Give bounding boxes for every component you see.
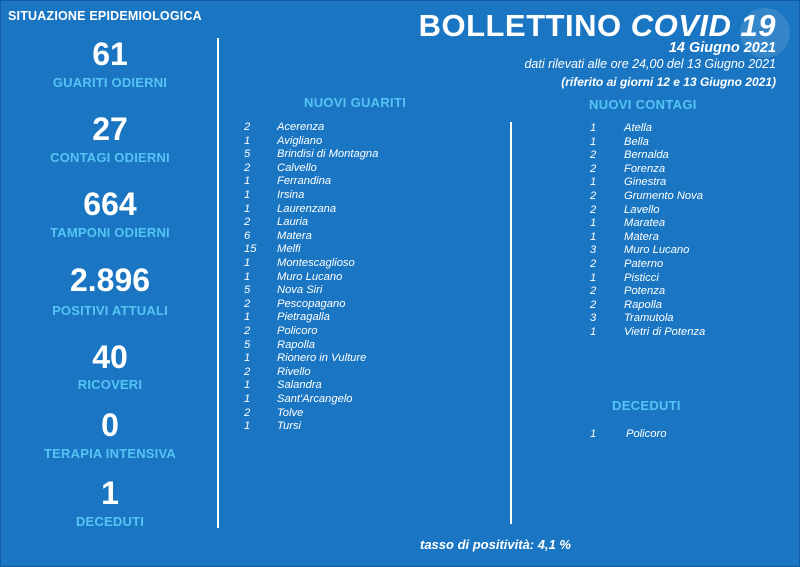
contagi-count: 1 [590,326,597,338]
guariti-count: 2 [244,297,251,310]
guariti-town: Irsina [277,189,305,201]
guariti-town: Rionero in Vulture [277,352,367,365]
contagi-value: 27 [92,111,128,147]
guariti-row [244,271,342,284]
contagi-row [590,122,652,135]
terapia-value: 0 [101,407,119,443]
guariti-row [244,230,312,243]
guariti-row [244,393,353,406]
guariti-row [244,121,324,134]
contagi-count: 1 [590,122,597,134]
guariti-count: 5 [244,338,251,351]
reference-days: (riferito ai giorni 12 e 13 Giugno 2021) [561,75,776,89]
guariti-value: 61 [92,36,128,72]
deceduti-count: 1 [590,428,597,440]
guariti-town: Acerenza [277,121,325,133]
guariti-town: Rivello [277,365,311,378]
guariti-row [244,339,315,352]
guariti-count: 1 [244,202,251,215]
deceduti-label: DECEDUTI [75,514,145,529]
positivity-rate: tasso di positività: 4,1 % [420,537,571,552]
guariti-row [244,148,378,161]
guariti-town: Calvello [277,161,317,174]
guariti-town: Pietragalla [277,311,330,324]
guariti-town: Tursi [277,420,302,433]
guariti-town: Tolve [277,406,304,419]
contagi-town: Maratea [624,217,666,230]
contagi-town: Bernalda [624,149,669,162]
guariti-row [244,298,345,311]
contagi-town: Vietri di Potenza [624,326,706,338]
data-timestamp: dati rilevati alle ore 24,00 del 13 Giugno 2021 [524,57,776,71]
guariti-count: 1 [244,420,251,433]
guariti-town: Policoro [277,325,318,337]
contagi-town: Ginestra [624,176,667,189]
contagi-town: Grumento Nova [624,190,703,202]
guariti-town: Melfi [277,243,301,256]
deceduti-town: Policoro [626,428,667,440]
guariti-row [244,311,330,324]
contagi-count: 1 [590,217,597,230]
bulletin-date: 14 Giugno 2021 [668,40,776,56]
terapia-label: TERAPIA INTENSIVA [44,446,176,461]
guariti-count: 6 [244,229,251,242]
contagi-row [590,190,703,203]
contagi-count: 1 [590,271,597,284]
guariti-count: 1 [244,175,251,188]
guariti-count: 2 [244,121,251,133]
guariti-row [244,216,308,229]
contagi-count: 3 [590,244,597,257]
guariti-row [244,135,322,148]
guariti-town: Avigliano [277,134,323,147]
guariti-count: 1 [244,393,251,405]
contagi-row [590,285,665,298]
guariti-town: Laurenzana [277,202,337,215]
guariti-row [244,407,303,420]
tamponi-label: TAMPONI ODIERNI [50,225,170,240]
contagi-town: Bella [624,135,649,148]
contagi-row [590,149,669,162]
contagi-town: Matera [624,230,659,243]
contagi-count: 2 [590,162,597,175]
contagi-town: Paterno [624,258,664,270]
guariti-row [244,162,317,175]
tamponi-value: 664 [83,186,137,222]
guariti-count: 2 [244,325,251,337]
guariti-row [244,175,331,188]
contagi-count: 2 [590,190,597,202]
positivi-label: POSITIVI ATTUALI [52,303,168,318]
contagi-count: 2 [590,149,597,162]
guariti-count: 15 [244,243,257,256]
contagi-town: Muro Lucano [624,244,690,257]
contagi-count: 2 [590,258,597,270]
contagi-count: 2 [590,298,597,311]
guariti-count: 2 [244,161,251,174]
guariti-town: Muro Lucano [277,270,343,283]
guariti-row [244,325,317,338]
contagi-row [590,204,659,217]
left-column-title: SITUAZIONE EPIDEMIOLOGICA [8,9,202,23]
guariti-row [244,420,301,433]
guariti-count: 1 [244,379,251,392]
guariti-heading: NUOVI GUARITI [304,95,407,110]
guariti-count: 2 [244,365,251,378]
guariti-town: Rapolla [277,338,315,351]
guariti-row [244,257,355,270]
guariti-town: Ferrandina [277,175,332,188]
guariti-count: 1 [244,134,251,147]
left-divider [217,38,219,528]
contagi-count: 2 [590,203,597,216]
guariti-count: 2 [244,216,251,229]
contagi-count: 1 [590,230,597,243]
guariti-town: Brindisi di Montagna [277,148,379,161]
contagi-label: CONTAGI ODIERNI [50,150,170,165]
contagi-count: 3 [590,312,597,325]
guariti-town: Lauria [277,216,309,229]
guariti-label: GUARITI ODIERNI [52,75,168,90]
positivi-value: 2.896 [69,262,151,298]
guariti-count: 1 [244,352,251,365]
guariti-row [244,366,311,379]
ricoveri-label: RICOVERI [77,377,143,392]
contagi-town: Pisticci [624,271,659,284]
contagi-row [590,272,659,285]
contagi-row [590,244,689,257]
guariti-row [244,189,304,202]
contagi-town: Forenza [624,162,666,175]
contagi-row [590,217,665,230]
guariti-count: 1 [244,270,251,283]
center-divider [510,122,512,524]
contagi-count: 1 [590,176,597,189]
contagi-heading: NUOVI CONTAGI [589,97,697,112]
contagi-row [590,312,674,325]
guariti-row [244,243,301,256]
contagi-town: Atella [624,122,652,134]
ricoveri-value: 40 [92,339,128,375]
guariti-count: 1 [244,311,251,324]
bulletin-title [419,8,776,44]
contagi-town: Tramutola [624,312,674,325]
contagi-town: Rapolla [624,298,662,311]
guariti-row [244,284,322,297]
guariti-town: Sant'Arcangelo [277,393,353,405]
contagi-town: Lavello [624,203,660,216]
guariti-town: Pescopagano [277,297,346,310]
guariti-count: 5 [244,284,251,297]
guariti-row [244,352,366,365]
guariti-count: 1 [244,189,251,201]
guariti-town: Montescaglioso [277,257,355,269]
title-main: BOLLETTINO [418,8,631,43]
contagi-row [590,326,705,339]
contagi-row [590,299,662,312]
contagi-row [590,231,659,244]
guariti-row [244,203,336,216]
deceduti-row [590,428,666,441]
contagi-count: 2 [590,285,597,298]
contagi-row [590,176,666,189]
deceduti-value: 1 [101,475,119,511]
contagi-row [590,136,649,149]
guariti-town: Salandra [277,379,322,392]
guariti-row [244,379,322,392]
contagi-row [590,163,665,176]
guariti-town: Nova Siri [277,284,323,297]
title-covid: COVID 19 [630,8,776,43]
guariti-town: Matera [277,229,312,242]
deceduti-heading: DECEDUTI [612,398,681,413]
guariti-count: 1 [244,257,251,269]
guariti-count: 5 [244,148,251,161]
contagi-row [590,258,663,271]
guariti-count: 2 [244,406,251,419]
contagi-count: 1 [590,135,597,148]
contagi-town: Potenza [624,285,666,298]
